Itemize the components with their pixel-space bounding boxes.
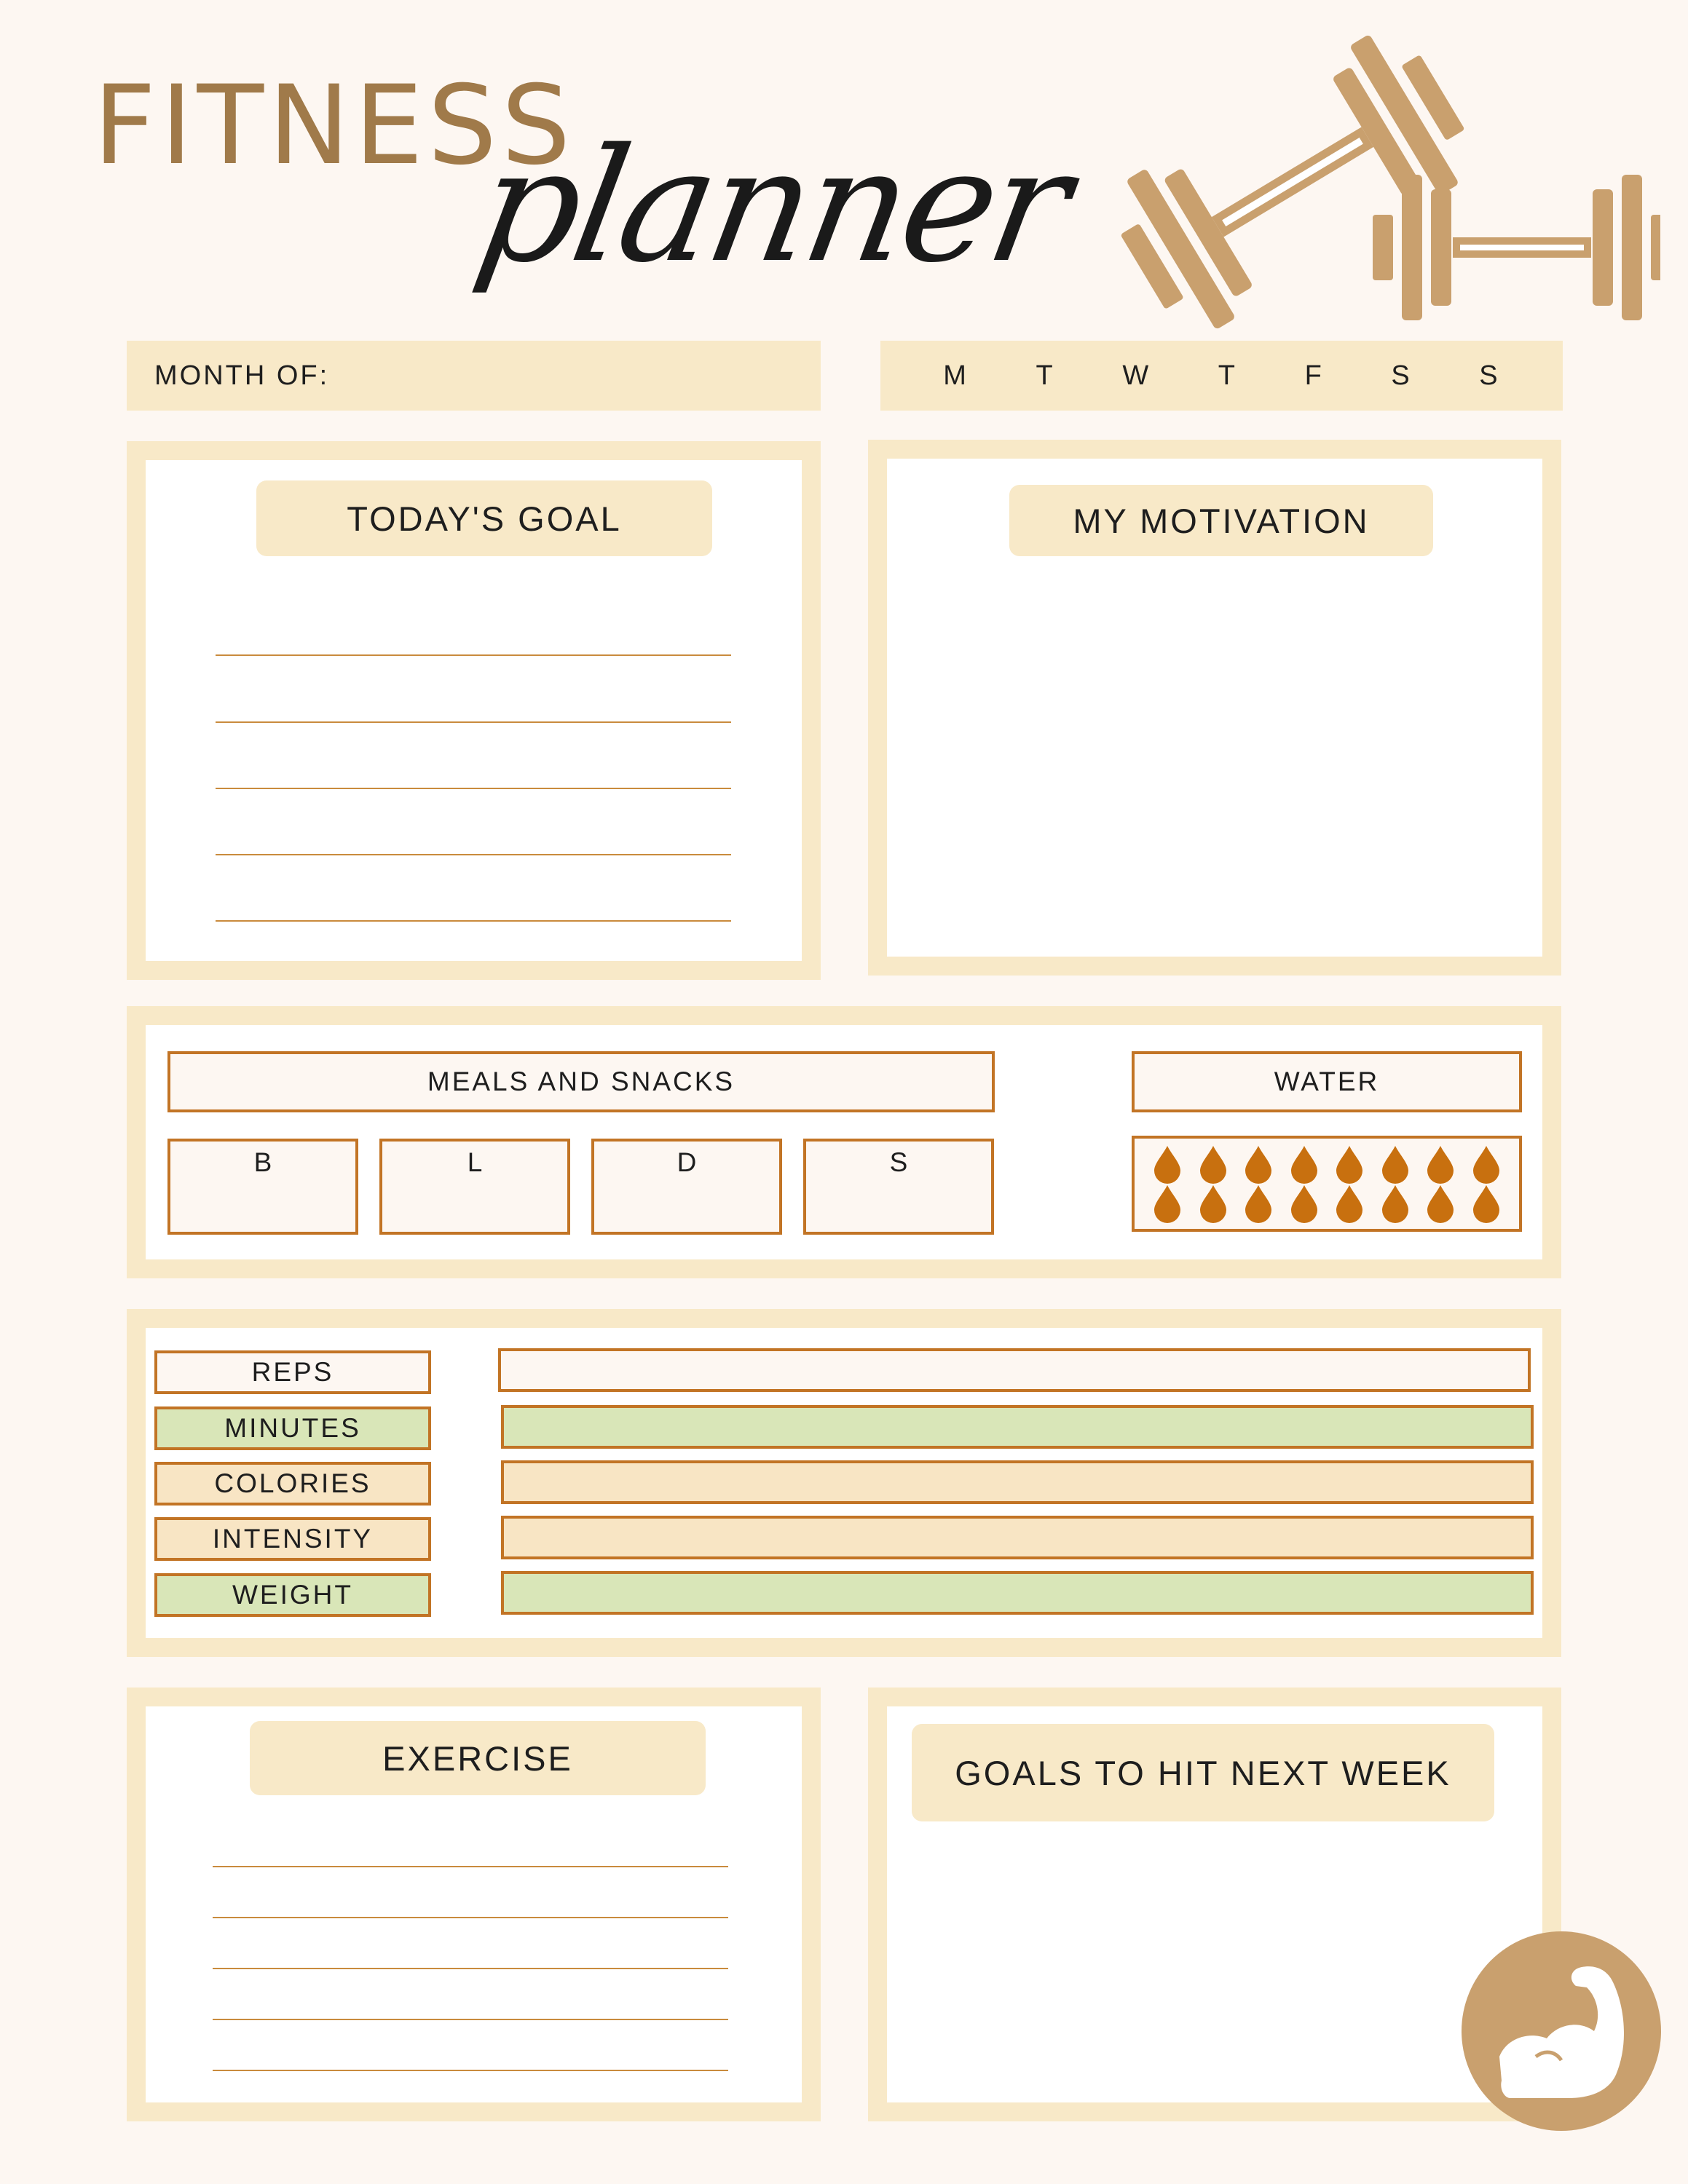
tracker-field-reps[interactable] [498,1348,1531,1392]
water-drop-icon[interactable] [1472,1144,1501,1184]
goals-next-week-title: GOALS TO HIT NEXT WEEK [912,1724,1494,1821]
water-drop-icon[interactable] [1381,1144,1410,1184]
exercise-line[interactable] [213,1866,728,1867]
water-drop-icon[interactable] [1426,1184,1455,1223]
meal-slot-lunch[interactable] [379,1139,570,1235]
day-wednesday[interactable]: W [1122,360,1151,391]
tracker-field-intensity[interactable] [501,1516,1534,1559]
day-friday[interactable]: F [1304,360,1324,391]
water-drop-icon[interactable] [1244,1184,1273,1223]
water-title: WATER [1132,1051,1522,1112]
meals-title: MEALS AND SNACKS [167,1051,995,1112]
meal-slot-breakfast[interactable] [167,1139,358,1235]
title-planner: planner [464,114,1079,297]
my-motivation-title: MY MOTIVATION [1009,485,1433,556]
month-of-field[interactable] [127,341,821,411]
day-tuesday[interactable]: T [1036,360,1055,391]
todays-goal-line[interactable] [216,788,731,789]
meal-slot-label: D [677,1147,697,1177]
water-drop-icon[interactable] [1290,1144,1319,1184]
water-drop-icon[interactable] [1335,1144,1364,1184]
exercise-title: EXERCISE [250,1721,706,1795]
water-drops-tracker [1132,1136,1522,1232]
meal-slot-label: B [253,1147,272,1177]
water-drop-icon[interactable] [1290,1184,1319,1223]
water-drop-icon[interactable] [1199,1144,1228,1184]
water-drop-icon[interactable] [1381,1184,1410,1223]
todays-goal-line[interactable] [216,854,731,855]
todays-goal-title: TODAY'S GOAL [256,480,712,556]
meal-slot-dinner[interactable] [591,1139,782,1235]
water-drop-icon[interactable] [1153,1184,1182,1223]
meal-slot-label: L [467,1147,483,1177]
dumbbells-icon [1107,29,1660,335]
water-drop-icon[interactable] [1426,1144,1455,1184]
water-drop-icon[interactable] [1153,1144,1182,1184]
meal-slot-snacks[interactable] [803,1139,994,1235]
day-monday[interactable]: M [943,360,969,391]
tracker-label-intensity: INTENSITY [154,1517,431,1561]
day-sunday[interactable]: S [1479,360,1500,391]
tracker-field-colories[interactable] [501,1460,1534,1504]
days-of-week-bar [880,341,1563,411]
tracker-label-weight: WEIGHT [154,1573,431,1617]
exercise-line[interactable] [213,1968,728,1969]
exercise-line[interactable] [213,1917,728,1918]
title-fitness: FITNESS [93,63,575,189]
todays-goal-line[interactable] [216,654,731,656]
meal-slot-label: S [889,1147,908,1177]
water-drop-icon[interactable] [1199,1184,1228,1223]
water-drop-icon[interactable] [1335,1184,1364,1223]
tracker-field-weight[interactable] [501,1571,1534,1615]
day-thursday[interactable]: T [1218,360,1237,391]
todays-goal-line[interactable] [216,721,731,723]
month-of-label: MONTH OF: [154,360,330,391]
day-saturday[interactable]: S [1391,360,1412,391]
exercise-line[interactable] [213,2070,728,2071]
todays-goal-line[interactable] [216,920,731,922]
tracker-label-colories: COLORIES [154,1462,431,1506]
exercise-line[interactable] [213,2019,728,2020]
water-drop-icon[interactable] [1472,1184,1501,1223]
tracker-label-reps: REPS [154,1350,431,1394]
tracker-label-minutes: MINUTES [154,1406,431,1450]
flexed-arm-icon [1459,1929,1663,2133]
water-drop-icon[interactable] [1244,1144,1273,1184]
tracker-field-minutes[interactable] [501,1405,1534,1449]
